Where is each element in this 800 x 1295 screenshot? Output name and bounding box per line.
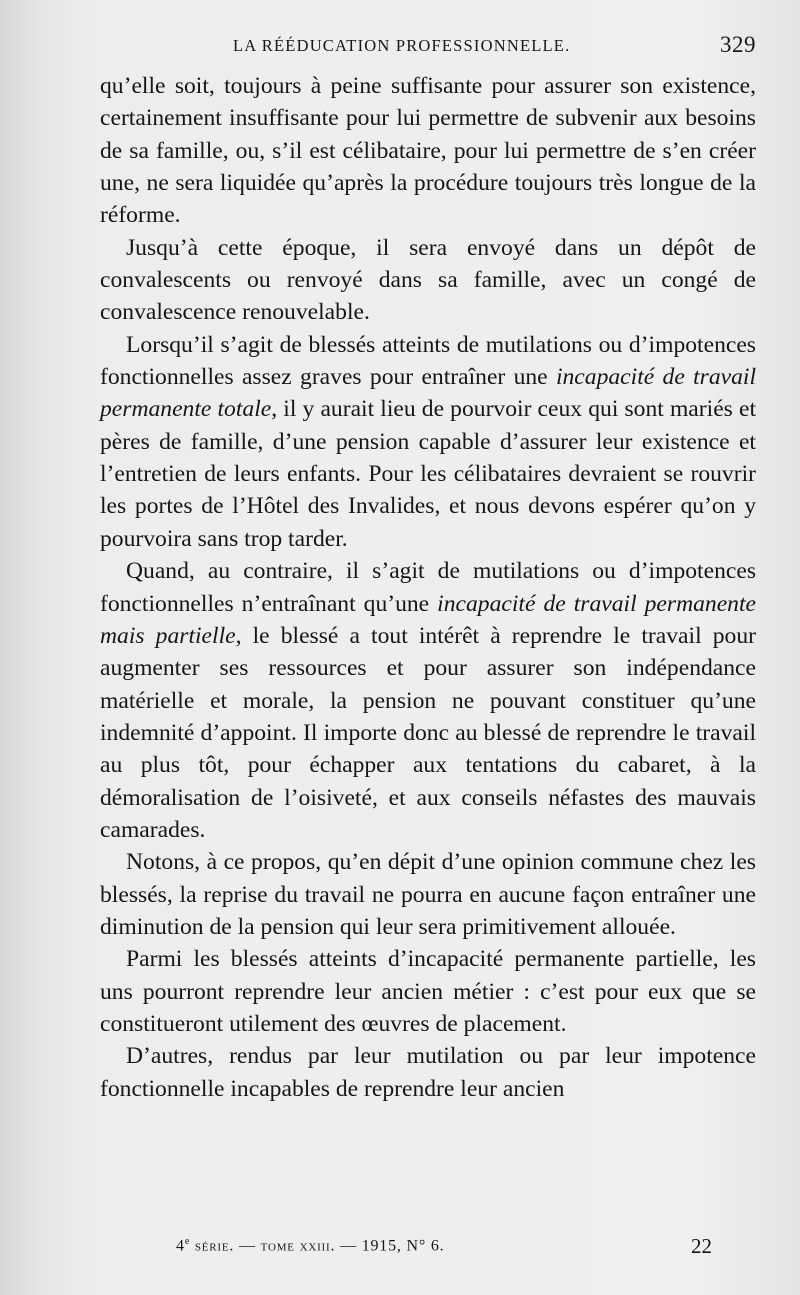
body-text: [100, 70, 756, 1105]
running-head: [100, 34, 756, 60]
text-run: Quand, au contraire, il s’agit de mutilations ou d’impotences fonctionnelles n’entraînant qu’une: [100, 558, 756, 617]
text-run: Lorsqu’il s’agit de blessés atteints de mutilations ou d’impotences fonctionnelles assez graves pour entraîner une: [100, 331, 756, 391]
paragraph: [100, 329, 756, 555]
text-run: Notons, à ce propos, qu’en dépit d’une opinion commune chez les blessés, la reprise du travail ne pourra en aucune façon entraîner une diminution de la pension qui leur sera primitivement allouée.: [100, 849, 756, 940]
text-run: D’autres, rendus par leur mutilation ou par leur impotence fonctionnelle incapables de reprendre leur ancien: [100, 1043, 756, 1102]
paragraph: [100, 846, 756, 943]
page-footer: [100, 1236, 756, 1264]
sheet-number: 22: [691, 1234, 712, 1258]
text-run: Jusqu’à cette époque, il sera envoyé dans un dépôt de convalescents ou renvoyé dans sa famille, avec un congé de convalescence renouvelable.: [100, 234, 756, 326]
page-number: 329: [720, 32, 756, 57]
italic-phrase: incapacité de travail permanente mais partielle: [100, 590, 757, 649]
text-run: , le blessé a tout intérêt à reprendre le travail pour augmenter ses ressources et pour assurer son indépendance matérielle et morale, la pension ne pouvant constituer qu’une indemnité d’appoint. Il importe donc au blessé de reprendre le travail au plus tôt, pour échapper aux tentations du cabaret, à la démoralisation de l’oisiveté, et aux conseils néfastes des mauvais camarades.: [100, 622, 756, 843]
paragraph: [100, 70, 756, 232]
year-issue: 1915, N° 6.: [361, 1237, 445, 1255]
paragraph: [100, 1040, 756, 1105]
text-run: Parmi les blessés atteints d’incapacité permanente partielle, les uns pourront reprendre leur ancien métier : c’est pour eux que se constitueront utilement des œuvres de placement.: [100, 946, 756, 1037]
text-run: , il y aurait lieu de pourvoir ceux qui sont mariés et pères de famille, d’une pension capable d’assurer leur existence et l’entretien de leurs enfants. Pour les célibataires devraient se rouvrir les portes de l’Hôtel des Invalides, et nous devons espérer qu’on y pourvoira sans trop tarder.: [100, 396, 757, 552]
series-prefix: 4: [176, 1237, 185, 1255]
italic-phrase: incapacité de travail permanente totale: [100, 364, 756, 423]
signature-mark: [176, 1236, 444, 1255]
paragraph: [100, 555, 756, 846]
series-superscript: e: [184, 1236, 191, 1247]
paragraph: [100, 943, 756, 1040]
running-title: LA RÉÉDUCATION PROFESSIONNELLE.: [233, 36, 571, 55]
series-label: série.: [190, 1237, 235, 1255]
tome-label: tome xxiii.: [260, 1237, 336, 1255]
footer-separator-2: —: [335, 1237, 362, 1255]
paragraph: [100, 232, 756, 329]
text-run: qu’elle soit, toujours à peine suffisante pour assurer son existence, certainement insuffisante pour lui permettre de subvenir aux besoins de sa famille, ou, s’il est célibataire, pour lui permettre de s’en créer une, ne sera liquidée qu’après la procédure toujours très longue de la réforme.: [100, 73, 756, 229]
footer-separator-1: —: [234, 1237, 261, 1255]
